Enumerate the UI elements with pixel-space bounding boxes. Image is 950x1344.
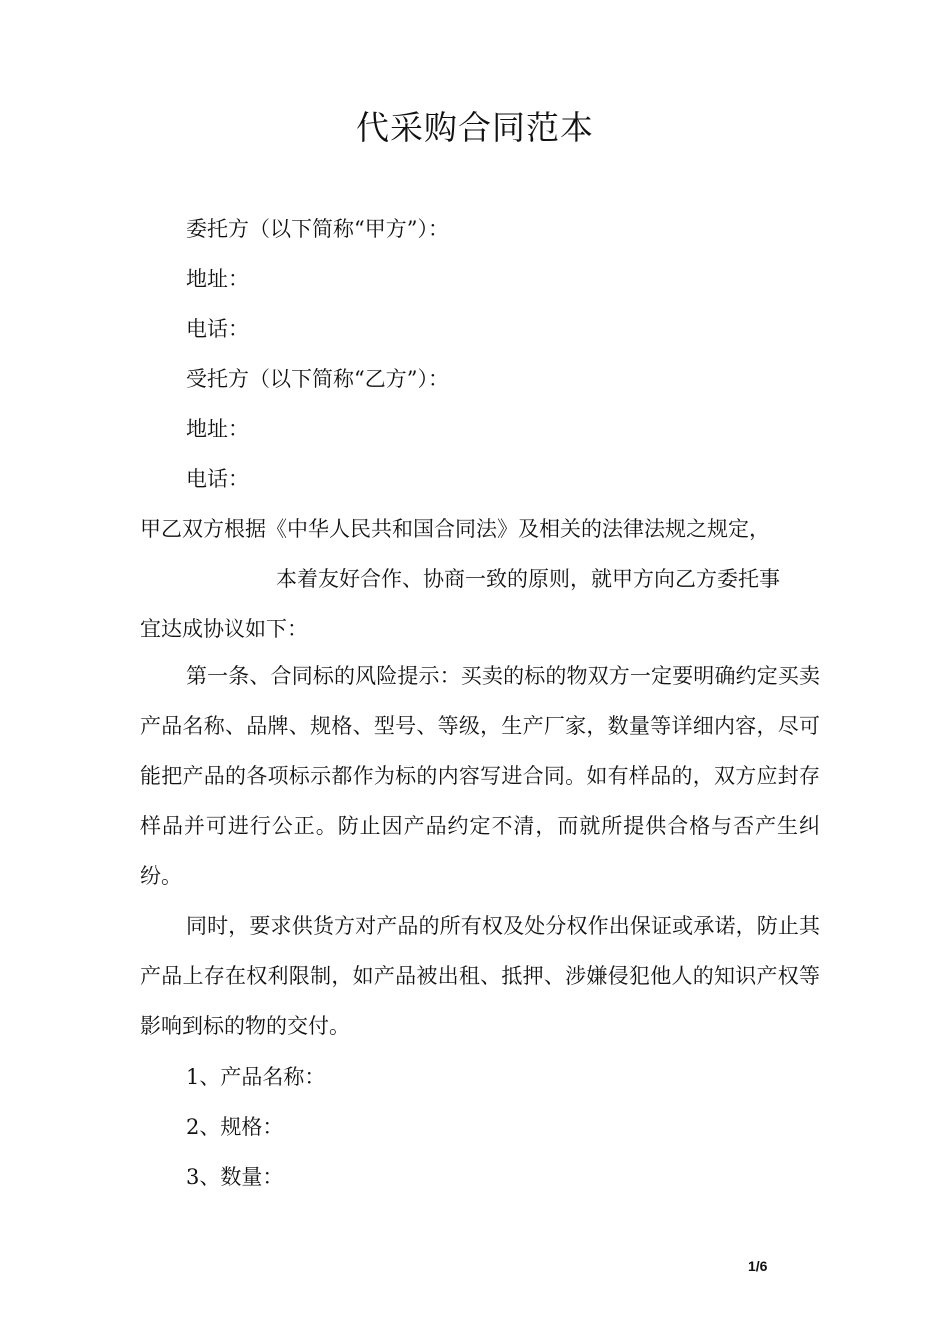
preamble-line-2: 本着友好合作、协商一致的原则，就甲方向乙方委托事 xyxy=(276,567,780,591)
party-b-label: 受托方（以下简称“乙方”）： xyxy=(186,367,449,391)
page-title: 代采购合同范本 xyxy=(356,108,594,147)
preamble-line-1: 甲乙双方根据《中华人民共和国合同法》及相关的法律法规之规定， xyxy=(140,517,770,541)
preamble-line-3: 宜达成协议如下： xyxy=(140,617,308,641)
party-b-address: 地址： xyxy=(186,417,249,441)
party-b-phone: 电话： xyxy=(186,467,249,491)
party-a-phone: 电话： xyxy=(186,317,249,341)
article-1-continuation: 同时，要求供货方对产品的所有权及处分权作出保证或承诺，防止其产品上存在权利限制，如产品被出租、抵押、涉嫌侵犯他人的知识产权等影响到标的物的交付。 xyxy=(140,914,820,1038)
item-specification: 2、规格： xyxy=(186,1115,284,1139)
item-product-name: 1、产品名称： xyxy=(186,1065,326,1089)
article-1-paragraph: 第一条、合同标的风险提示：买卖的标的物双方一定要明确约定买卖产品名称、品牌、规格、型号、等级，生产厂家，数量等详细内容，尽可能把产品的各项标示都作为标的内容写进合同。如有样品的，双方应封存样品并可进行公正。防止因产品约定不清，而就所提供合格与否产生纠纷。 xyxy=(140,664,820,888)
page-number: 1/6 xyxy=(748,1258,768,1274)
party-a-label: 委托方（以下简称“甲方”）： xyxy=(186,217,449,241)
item-quantity: 3、数量： xyxy=(186,1165,284,1189)
party-a-address: 地址： xyxy=(186,267,249,291)
